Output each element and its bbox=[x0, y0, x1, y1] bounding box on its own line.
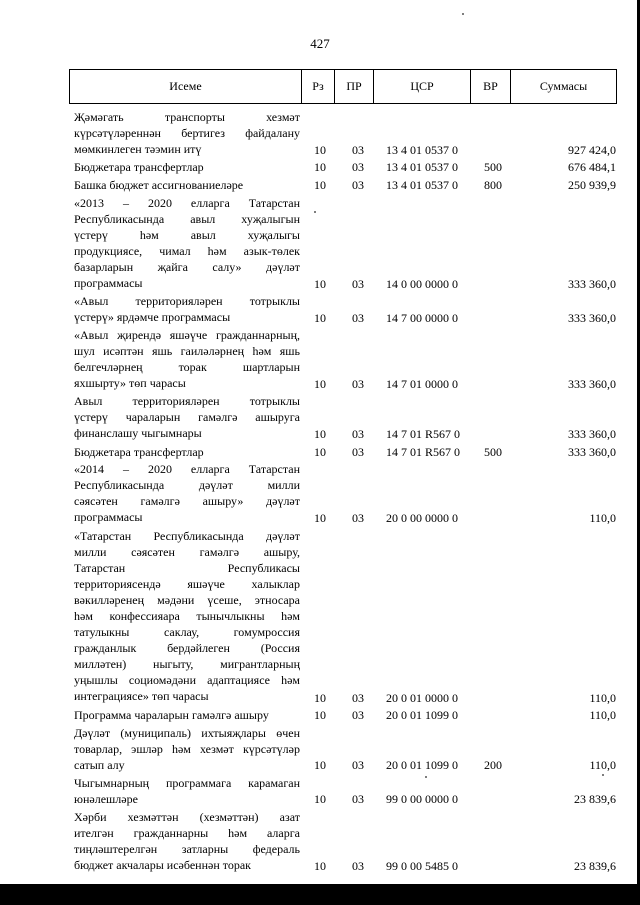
row-sum: 333 360,0 bbox=[568, 276, 616, 291]
row-name-line: Республикасында дәүләт милли bbox=[74, 478, 300, 493]
row-name-line: «Авыл җирендә яшәүче гражданнарның, bbox=[74, 328, 300, 343]
row-name-line: сәясәтен гамәлгә ашыру» дәүләт bbox=[74, 494, 300, 509]
row-sum: 110,0 bbox=[589, 690, 616, 705]
row-name bbox=[74, 461, 300, 525]
row-name bbox=[74, 327, 300, 391]
table-row bbox=[74, 461, 622, 526]
row-name bbox=[74, 159, 300, 175]
scan-speck bbox=[602, 774, 604, 776]
scan-speck bbox=[425, 776, 427, 778]
row-name-line: продукциясе, чимал һәм азык-төлек bbox=[74, 243, 300, 258]
row-name-line: белгечләрнең торак шартларын bbox=[74, 360, 300, 375]
row-pr: 03 bbox=[352, 276, 364, 291]
header-vr: ВР bbox=[470, 69, 511, 104]
row-rz: 10 bbox=[314, 510, 326, 525]
row-pr: 03 bbox=[352, 792, 364, 807]
row-name-line: Дәүләт (муниципаль) ихтыяҗлары өчен bbox=[74, 725, 300, 740]
row-rz: 10 bbox=[314, 690, 326, 705]
row-sum: 333 360,0 bbox=[568, 376, 616, 391]
table-row bbox=[74, 528, 622, 706]
page-number: 427 bbox=[310, 36, 330, 51]
row-name-line: «2013 – 2020 елларга Татарстан bbox=[74, 195, 300, 210]
row-pr: 03 bbox=[352, 160, 364, 175]
row-csr: 13 4 01 0537 0 bbox=[386, 177, 458, 192]
row-csr: 20 0 01 0000 0 bbox=[386, 690, 458, 705]
row-name-line: финанслашу чыгымнары bbox=[74, 426, 202, 441]
row-rz: 10 bbox=[314, 310, 326, 325]
row-csr: 14 7 01 R567 0 bbox=[386, 426, 461, 441]
row-pr: 03 bbox=[352, 376, 364, 391]
row-name-line: шул исәптән яшь гаиләләрнең һәм яшь bbox=[74, 344, 300, 359]
row-name-line: юнәлешләре bbox=[74, 792, 138, 806]
row-name-line: сатып алу bbox=[74, 757, 125, 772]
row-name bbox=[74, 293, 300, 325]
row-name-line: Чыгымнарның программага карамаган bbox=[74, 776, 300, 790]
row-name-line: Хәрби хезмәттән (хезмәттән) азат bbox=[74, 809, 300, 824]
row-name bbox=[74, 775, 300, 807]
row-name-line: милләтен) ныгыту, мигрантларның bbox=[74, 656, 300, 671]
row-sum: 23 839,6 bbox=[574, 792, 616, 807]
row-pr: 03 bbox=[352, 142, 364, 157]
row-rz: 10 bbox=[314, 758, 326, 773]
row-csr: 13 4 01 0537 0 bbox=[386, 142, 458, 157]
scan-speck bbox=[314, 211, 316, 213]
row-csr: 14 0 00 0000 0 bbox=[386, 276, 458, 291]
row-name-line: ителгән гражданнарны һәм аларга bbox=[74, 825, 300, 840]
row-rz: 10 bbox=[314, 142, 326, 157]
row-pr: 03 bbox=[352, 310, 364, 325]
header-pr: ПР bbox=[334, 69, 374, 104]
row-name-line: вәкилләренең мәдәни үсеше, этносара bbox=[74, 592, 300, 607]
row-name-line: «2014 – 2020 елларга Татарстан bbox=[74, 462, 300, 477]
row-name-line: программасы bbox=[74, 510, 143, 525]
row-rz: 10 bbox=[314, 444, 326, 459]
row-name-line: татулыкны саклау, гомумроссия bbox=[74, 624, 300, 639]
header-rz: Рз bbox=[301, 69, 335, 104]
row-name-line: яхшырту» төп чарасы bbox=[74, 376, 186, 391]
table-row bbox=[74, 393, 622, 442]
row-sum: 333 360,0 bbox=[568, 426, 616, 441]
row-name-line: һәм конфессияара тынычлыкны һәм bbox=[74, 608, 300, 623]
row-pr: 03 bbox=[352, 426, 364, 441]
table-row bbox=[74, 195, 622, 292]
row-name-line: Республикасында авыл хуҗалыгын bbox=[74, 211, 300, 226]
row-name-line: Бюджетара трансфертлар bbox=[74, 160, 204, 175]
row-csr: 99 0 00 5485 0 bbox=[386, 858, 458, 873]
row-sum: 927 424,0 bbox=[568, 142, 616, 157]
row-csr: 20 0 01 1099 0 bbox=[386, 708, 458, 723]
row-csr: 20 0 01 1099 0 bbox=[386, 758, 458, 773]
row-pr: 03 bbox=[352, 758, 364, 773]
row-sum: 250 939,9 bbox=[568, 177, 616, 192]
row-name-line: программасы bbox=[74, 275, 143, 290]
table-row bbox=[74, 293, 622, 325]
row-name bbox=[74, 725, 300, 773]
row-sum: 333 360,0 bbox=[568, 310, 616, 325]
table-header bbox=[69, 69, 617, 104]
row-pr: 03 bbox=[352, 858, 364, 873]
row-name-line: «Авыл территорияләрен тотрыклы bbox=[74, 294, 300, 309]
row-rz: 10 bbox=[314, 376, 326, 391]
row-name bbox=[74, 177, 300, 193]
row-pr: 03 bbox=[352, 444, 364, 459]
row-pr: 03 bbox=[352, 510, 364, 525]
row-name-line: бюджет акчалары исәбеннән торак bbox=[74, 857, 251, 872]
scan-speck bbox=[462, 13, 464, 15]
row-vr: 200 bbox=[484, 758, 502, 773]
row-sum: 110,0 bbox=[589, 758, 616, 773]
scan-edge-bottom bbox=[0, 884, 640, 905]
row-name-line: уңышлы социомәдәни адаптациясе һәм bbox=[74, 672, 300, 687]
row-rz: 10 bbox=[314, 177, 326, 192]
row-rz: 10 bbox=[314, 426, 326, 441]
table-row bbox=[74, 444, 622, 460]
row-name bbox=[74, 444, 300, 460]
header-csr: ЦСР bbox=[373, 69, 471, 104]
row-csr: 14 7 00 0000 0 bbox=[386, 310, 458, 325]
row-sum: 333 360,0 bbox=[568, 444, 616, 459]
row-name-line: Авыл территорияләрен тотрыклы bbox=[74, 394, 300, 409]
row-name-line: базарларын җайга салу» дәүләт bbox=[74, 259, 300, 274]
row-name-line: күрсәтүләреннән бертигез файдалану bbox=[74, 126, 300, 140]
table-row bbox=[74, 327, 622, 392]
row-name-line: Бюджетара трансфертлар bbox=[74, 444, 204, 459]
row-rz: 10 bbox=[314, 858, 326, 873]
row-name-line: территориясендә яшәүче халыклар bbox=[74, 576, 300, 591]
table-row bbox=[74, 775, 622, 807]
table-row bbox=[74, 725, 622, 774]
row-name-line: товарлар, эшләр һәм хезмәт күрсәтүләр bbox=[74, 741, 300, 756]
row-rz: 10 bbox=[314, 708, 326, 723]
row-csr: 20 0 00 0000 0 bbox=[386, 510, 458, 525]
row-vr: 500 bbox=[484, 444, 502, 459]
row-name bbox=[74, 393, 300, 441]
row-name bbox=[74, 528, 300, 704]
row-csr: 99 0 00 0000 0 bbox=[386, 792, 458, 807]
row-rz: 10 bbox=[314, 792, 326, 807]
row-sum: 23 839,6 bbox=[574, 858, 616, 873]
header-sum: Суммасы bbox=[510, 69, 617, 104]
row-name-line: милли сәясәтен гамәлгә ашыру, bbox=[74, 544, 300, 559]
row-name-line: Татарстан Республикасы bbox=[74, 560, 300, 575]
row-name-line: үстерү чараларын гамәлгә ашыруга bbox=[74, 410, 300, 425]
row-vr: 500 bbox=[484, 160, 502, 175]
row-sum: 676 484,1 bbox=[568, 160, 616, 175]
row-name-line: тиңләштерелгән затларны федераль bbox=[74, 841, 300, 856]
row-rz: 10 bbox=[314, 160, 326, 175]
row-name bbox=[74, 109, 300, 157]
header-name: Исеме bbox=[69, 69, 302, 104]
row-rz: 10 bbox=[314, 276, 326, 291]
row-name-line: гражданлык бердәйлеген (Россия bbox=[74, 640, 300, 655]
row-csr: 14 7 01 R567 0 bbox=[386, 444, 461, 459]
row-name-line: Башка бюджет ассигнованиеләре bbox=[74, 177, 244, 192]
row-name-line: Җәмәгать транспорты хезмәт bbox=[74, 110, 300, 124]
row-sum: 110,0 bbox=[589, 510, 616, 525]
row-name-line: интеграциясе» төп чарасы bbox=[74, 688, 209, 703]
row-name bbox=[74, 809, 300, 873]
row-pr: 03 bbox=[352, 177, 364, 192]
table-row bbox=[74, 177, 622, 193]
table-row bbox=[74, 109, 622, 158]
row-name-line: үстерү һәм авыл хуҗалыгы bbox=[74, 227, 300, 242]
row-pr: 03 bbox=[352, 690, 364, 705]
row-name-line: үстерү» ярдәмче программасы bbox=[74, 310, 231, 325]
row-name bbox=[74, 195, 300, 291]
row-name-line: мөмкинлеген тәэмин итү bbox=[74, 142, 202, 156]
row-csr: 14 7 01 0000 0 bbox=[386, 376, 458, 391]
row-name-line: Программа чараларын гамәлгә ашыру bbox=[74, 708, 269, 723]
table-row bbox=[74, 809, 622, 874]
row-vr: 800 bbox=[484, 177, 502, 192]
row-csr: 13 4 01 0537 0 bbox=[386, 160, 458, 175]
row-sum: 110,0 bbox=[589, 708, 616, 723]
table-row bbox=[74, 159, 622, 175]
row-pr: 03 bbox=[352, 708, 364, 723]
row-name bbox=[74, 707, 300, 723]
row-name-line: «Татарстан Республикасында дәүләт bbox=[74, 528, 300, 543]
table-row bbox=[74, 707, 622, 723]
